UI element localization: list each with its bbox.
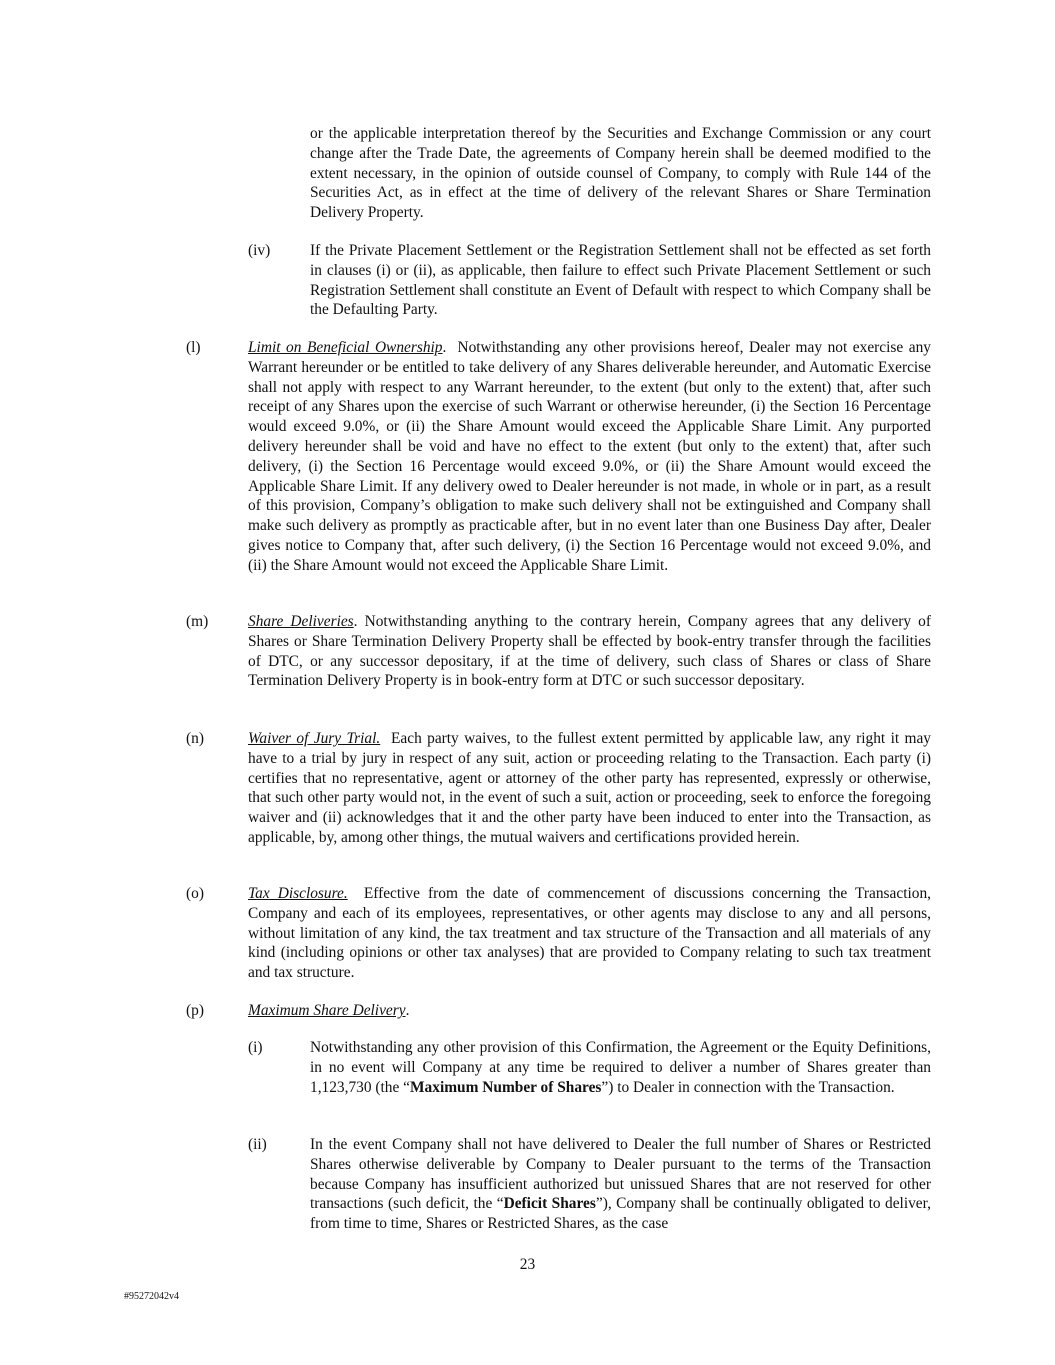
section-m-sep: . [353,613,365,630]
item-p-ii-text-b: ”), Company shall be continually obligated to deliver, from time to time, Shares or Restricted Shares, as the case [310,1195,931,1233]
item-p-i-text-b: ”) to Dealer in connection with the Transaction. [601,1078,895,1096]
section-o-sep [348,885,364,902]
item-p-ii-label: (ii) [248,1136,267,1153]
section-m-heading: Share Deliveries [248,613,354,630]
section-m-text: Notwithstanding anything to the contrary herein, Company agrees that any delivery of Shares or Share Termination Delivery Property shall be effected by book-entry transfer through the facilities of DTC, or any successor depositary, if at the time of delivery, such class of Shares or class of Share Termination Delivery Property is in book-entry form at DTC or such successor depositary. [248,613,931,690]
item-p-ii-paragraph [310,1135,931,1234]
item-p-i-defined-term: Maximum Number of Shares [410,1078,602,1096]
item-p-ii-defined-term: Deficit Shares [503,1195,596,1213]
continuation-text: or the applicable interpretation thereof by the Securities and Exchange Commission or any court change after the Trade Date, the agreements of Company herein shall be deemed modified to the extent necessary, in the opinion of outside counsel of Company, to comply with Rule 144 of the Securities Act, as in effect at the time of delivery of the relevant Shares or Share Termination Delivery Property. [310,125,931,222]
section-n-sep [380,730,391,747]
section-p-heading: Maximum Share Delivery [248,1002,406,1019]
section-p-sep: . [405,1002,410,1019]
section-l-paragraph [248,338,931,576]
section-m-label: (m) [186,613,209,630]
section-l-text: Notwithstanding any other provisions hereof, Dealer may not exercise any Warrant hereunder or be entitled to take delivery of any Shares deliverable hereunder, and Automatic Exercise shall not apply with respect to any Warrant hereunder, to the extent (but only to the extent) that, after such receipt of any Shares upon the exercise of such Warrant or otherwise hereunder, (i) the Section 16 Percentage would exceed 9.0%, or (ii) the Share Amount would exceed the Applicable Share Limit. Any purported delivery hereunder shall be void and have no effect to the extent (but only to the extent) that, after such delivery, (i) the Section 16 Percentage would exceed 9.0%, or (ii) the Share Amount would exceed the Applicable Share Limit. If any delivery owed to Dealer hereunder is not made, in whole or in part, as a result of this provision, Company’s obligation to make such delivery shall not be extinguished and Company shall make such delivery as promptly as practicable after, but in no event later than one Business Day after, Dealer gives notice to Company that, after such delivery, (i) the Section 16 Percentage would not exceed 9.0%, and (ii) the Share Amount would not exceed the Applicable Share Limit. [248,339,931,574]
page-number: 23 [519,1256,536,1273]
section-o-paragraph [248,884,931,983]
item-p-i-label: (i) [248,1039,263,1056]
section-n-heading: Waiver of Jury Trial. [248,730,381,747]
section-o-label: (o) [186,885,204,902]
section-p-paragraph [248,1001,931,1021]
document-id: #95272042v4 [124,1291,179,1302]
section-l-heading: Limit on Beneficial Ownership [248,339,443,356]
continuation-paragraph [310,124,931,223]
item-p-ii-text-a: In the event Company shall not have delivered to Dealer the full number of Shares or Restricted Shares otherwise deliverable by Company to Dealer pursuant to the terms of the Transaction because Company has insufficient authorized but unissued Shares that are not reserved for other transactions (such deficit, the “ [310,1136,931,1213]
section-l-sep: . [442,339,458,356]
section-o-text: Effective from the date of commencement of discussions concerning the Transaction, Company and each of its employees, representatives, or other agents may disclose to any and all persons, without limitation of any kind, the tax treatment and tax structure of the Transaction and all materials of any kind (including opinions or other tax analyses) that are provided to Company relating to such tax treatment and tax structure. [248,885,931,982]
section-o-heading: Tax Disclosure. [248,885,348,902]
section-n-label: (n) [186,730,204,747]
item-iv-label: (iv) [248,242,271,259]
section-n-text: Each party waives, to the fullest extent permitted by applicable law, any right it may have to a trial by jury in respect of any suit, action or proceeding relating to the Transaction. Each party (i) certifies that no representative, agent or attorney of the other party has represented, expressly or otherwise, that such other party would not, in the event of such a suit, action or proceeding, seek to enforce the foregoing waiver and (ii) acknowledges that it and the other party have been induced to enter into the Transaction, as applicable, by, among other things, the mutual waivers and certifications provided herein. [248,730,931,846]
item-iv-text: If the Private Placement Settlement or the Registration Settlement shall not be effected as set forth in clauses (i) or (ii), as applicable, then failure to effect such Private Placement Settlement or such Registration Settlement shall constitute an Event of Default with respect to which Company shall be the Defaulting Party. [310,242,931,319]
section-m-paragraph [248,612,931,691]
item-p-i-paragraph [310,1038,931,1097]
item-p-i-text-a: Notwithstanding any other provision of this Confirmation, the Agreement or the Equity Definitions, in no event will Company at any time be required to deliver a number of Shares greater than 1,123,730 (the “ [310,1039,931,1096]
item-iv-paragraph [310,241,931,320]
section-n-paragraph [248,729,931,848]
section-l-label: (l) [186,339,201,356]
section-p-label: (p) [186,1002,204,1019]
